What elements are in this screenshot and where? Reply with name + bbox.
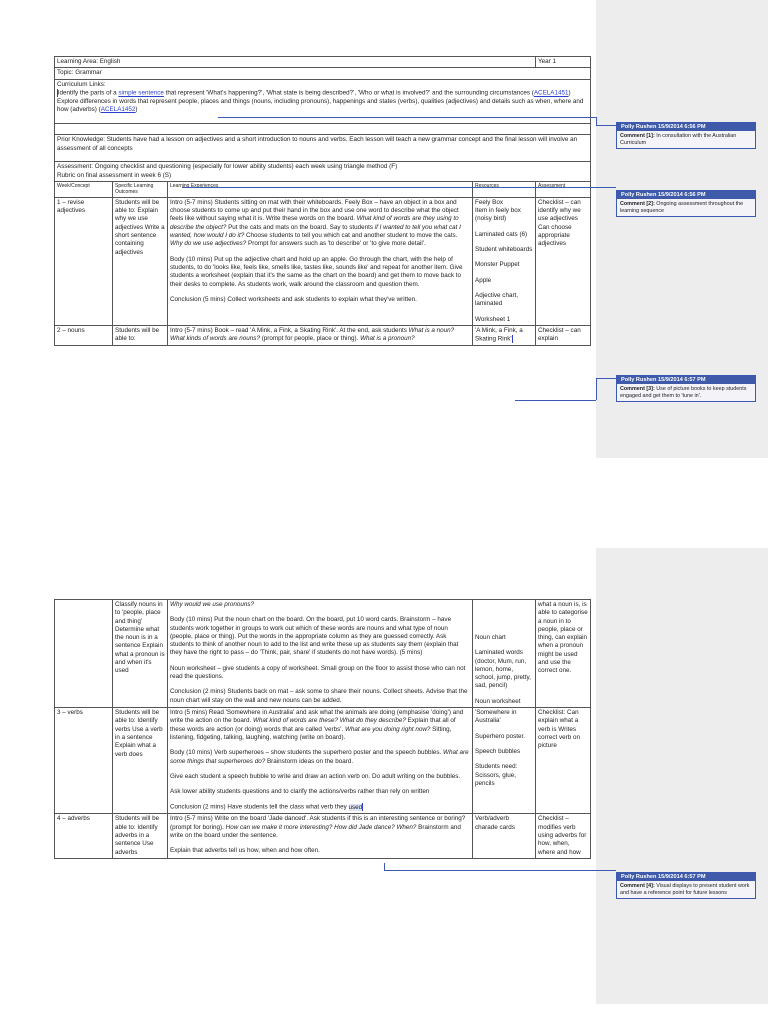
exp-text: Sitting, listening, fidgeting, talking, laughing, watching (write on board). [170, 725, 452, 741]
resource-item: Superhero poster. [475, 732, 526, 740]
comment-connector-4 [384, 870, 616, 871]
acela1451-link[interactable]: ACELA1451 [533, 89, 569, 97]
year-level: Year 1 [536, 57, 591, 68]
curriculum-links-label: Curriculum Links: [57, 80, 106, 88]
resource-item: Laminated cats (6) [475, 230, 528, 238]
learning-experiences [168, 814, 473, 858]
curriculum-text-1c: ) [568, 89, 571, 97]
exp-text: Intro (5-7 mins) Book – read 'A Mink, a Fink, a Skating Rink'. At the end, ask students [170, 326, 409, 334]
comment-connector-3 [596, 378, 616, 379]
resource-item: Monster Puppet [475, 261, 520, 269]
exp-text: Put the cats and mats on the board. Say to students [226, 223, 375, 231]
text-cursor [362, 803, 363, 811]
learning-experiences [168, 325, 473, 345]
exp-body: Explain that adverbs tell us how, when and how often. [170, 847, 320, 855]
table-row [55, 814, 591, 858]
exp-text: Body (10 mins) Verb superheroes – show students the superhero poster and the speech bubbles. [170, 749, 444, 757]
resource-item: Noun worksheet [475, 697, 521, 705]
comment-balloon-2[interactable] [616, 190, 756, 217]
assessment-overview [55, 162, 591, 182]
table-row [55, 197, 591, 325]
lesson-plan-table-1 [54, 56, 591, 346]
exp-support: Ask lower ability students questions and to clarify the actions/verbs rather than rely on written [170, 788, 430, 796]
lesson-plan-table-2 [54, 599, 591, 859]
col-header-outcomes: Specific Learning Outcomes [113, 182, 168, 198]
exp-question: What are some things that superheroes do? [170, 749, 469, 765]
comment-header: Polly Rushen 15/9/2014 6:56 PM [617, 123, 755, 131]
comment-gutter-page2 [596, 548, 768, 1004]
resource-item: Noun chart [475, 634, 506, 641]
resources [473, 600, 536, 708]
resource-item: Speech bubbles [475, 747, 521, 755]
exp-question: What are you doing right now? [344, 725, 431, 733]
assessment: Checklist – can identify why we use adjectives Can choose appropriate adjectives [536, 197, 591, 325]
exp-text: Brainstorm and write on the board under the sentence. [170, 823, 461, 840]
exp-conclusion: Conclusion (2 mins) Have students tell the class what verb they [170, 804, 349, 812]
exp-text: Intro (5-7 mins) Students sitting on mat with their whiteboards. Feely Box – have an object in a box and choose students to come up and put their hand in the box and use one word to describe what the object feels like without saying what it is. Write these words on the board. [170, 198, 459, 223]
curriculum-text-1a: Identify the parts of a [57, 89, 119, 97]
week-concept [55, 600, 113, 708]
blank-row [55, 124, 591, 135]
assessment: Checklist – modifies verb using adverbs for how, when, where and how [536, 814, 591, 858]
exp-question: What kind of words are these? What do they describe? [252, 717, 406, 725]
resources [473, 325, 536, 345]
acela1452-link[interactable]: ACELA1452 [100, 106, 136, 114]
resource-item: 'A Mink, a Fink, a Skating Rink' [475, 326, 523, 343]
resource-item: Item in feely box (noisy bird) [475, 207, 521, 223]
week-concept: 1 – revise adjectives [55, 197, 113, 325]
exp-body: Body (10 mins) Put up the adjective chart and hold up an apple. Go through the chart, with the help of students, to do 'looks like, feels like, smells like, tastes like, sounds like' and repeat for another item. Give students a worksheet (explain that it's the same as the chart on the board) and get them to move back to their desks to complete. As students work, walk around the classroom and question them. [170, 255, 463, 288]
exp-question: if I wanted to tell you what cat I wanted, how would I do it? [170, 223, 461, 240]
comment-header: Polly Rushen 15/9/2014 6:56 PM [617, 191, 755, 199]
resource-item: Feely Box [475, 198, 503, 206]
week-concept: 4 – adverbs [55, 814, 113, 858]
comment-balloon-4[interactable] [616, 872, 756, 899]
comment-connector-1v [596, 117, 597, 125]
comment-body [617, 131, 755, 148]
document-page-1 [0, 0, 596, 458]
table-row [55, 325, 591, 345]
table-row [55, 600, 591, 708]
assessment: Checklist: Can explain what a verb is Writes correct verb on picture [536, 708, 591, 814]
comment-connector-2 [182, 187, 616, 188]
resources [473, 197, 536, 325]
curriculum-text-2b: ) [135, 106, 138, 114]
exp-text: Explain that all of these words are action (or doing) words that are called 'verbs'. [170, 717, 456, 733]
exp-text: Intro (5-7 mins) Write on the board 'Jade danced'. Ask students if this is an interesting sentence or boring? (prompt for boring). [170, 815, 466, 831]
exp-conclusion: Conclusion (2 mins) Students back on mat – ask some to share their nouns. Collect sheets. Advise that the noun chart will stay on the wall and new nouns can be added. [170, 688, 468, 704]
resource-item: Laminated words (doctor, Mum, run, lemon, home, school, jump, pretty, sad, pencil) [475, 649, 531, 690]
assessment: what a noun is, is able to categorise a noun in to people, place or thing, can explain when a pronoun might be used and use the correct one. [536, 600, 591, 708]
curriculum-text-1b: that represent 'What's happening?', 'What state is being described?', 'Who or what is involved?' and the surrounding circumstances ( [163, 89, 534, 97]
comment-header: Polly Rushen 15/9/2014 6:57 PM [617, 873, 755, 881]
exp-question: What is a noun? What kinds of words are nouns? [170, 326, 455, 343]
resources: Verb/adverb charade cards [473, 814, 536, 858]
resource-item: Apple [475, 276, 492, 284]
exp-text: Prompt for answers such as 'to describe' or 'to give more detail'. [246, 240, 426, 248]
learning-area: Learning Area: English [55, 57, 536, 68]
prior-knowledge: Prior Knowledge: Students have had a lesson on adjectives and a short introduction to nouns and verbs. Each lesson will teach a new grammar concept and the final lesson will involve an assessment of all concepts [55, 135, 591, 162]
learning-outcomes: Students will be able to: [113, 325, 168, 345]
col-header-week: Week/Concept [55, 182, 113, 198]
comment-text: Ongoing assessment throughout the learning sequence [620, 201, 744, 214]
learning-experiences [168, 708, 473, 814]
comment-label: Comment [4]: [620, 883, 655, 889]
comment-label: Comment [2]: [620, 201, 655, 207]
comment-text: Visual displays to present student work and have a reference point for future lessons [620, 883, 750, 896]
assessment-line-1: Assessment: Ongoing checklist and questioning (especially for lower ability students) each week using triangle method (F) [57, 163, 398, 171]
resource-item: Worksheet 1 [475, 315, 511, 323]
learning-outcomes: Students will be able to: Identify verbs Use a verb in a sentence Explain what a verb does [113, 708, 168, 814]
comment-connector-1 [218, 117, 596, 118]
exp-question: Why would we use pronouns? [170, 601, 255, 608]
exp-question: What is a pronoun? [360, 335, 415, 343]
exp-text: Brainstorm ideas on the board. [265, 757, 354, 765]
resource-item: 'Somewhere in Australia' [475, 709, 517, 725]
exp-conclusion: Conclusion (5 mins) Collect worksheets and ask students to explain what they've written. [170, 295, 417, 303]
document-page-2 [0, 548, 596, 1004]
learning-experiences [168, 197, 473, 325]
comment-connector-3v [596, 378, 597, 400]
comment-balloon-1[interactable] [616, 122, 756, 149]
learning-outcomes: Students will be able to: Explain why we use adjectives Write a short sentence containing adjectives [113, 197, 168, 325]
col-header-assessment: Assessment [536, 182, 591, 198]
comment-text: Use of picture books to keep students engaged and get them to 'tune in'. [620, 386, 747, 399]
commented-text[interactable]: used [348, 804, 363, 812]
exp-text: Choose students to tell you which cat and another student to move the cats. [244, 232, 458, 240]
learning-experiences [168, 600, 473, 708]
exp-question: What kind of words are they using to describe the object? [170, 215, 459, 231]
exp-worksheet: Noun worksheet – give students a copy of worksheet. Small group on the floor to assist those who can not read the questions. [170, 664, 466, 681]
table-row [55, 708, 591, 814]
comment-connector-4v [384, 863, 385, 870]
text-cursor [512, 335, 513, 343]
learning-outcomes: Students will be able to: Identify adverbs in a sentence Use adverbs [113, 814, 168, 858]
comment-label: Comment [1]: [620, 133, 655, 139]
learning-outcomes: Classify nouns in to 'people, place and thing' Determine what the noun is in a sentence Explain what a pronoun is and when it's used [113, 600, 168, 708]
topic: Topic: Grammar [55, 68, 591, 79]
exp-text: (prompt for people, place or thing). [259, 335, 361, 343]
col-header-resources: Resources [473, 182, 536, 198]
comment-body [617, 881, 755, 898]
week-concept: 3 – verbs [55, 708, 113, 814]
assessment-line-2: Rubric on final assessment in week 6 (S) [57, 171, 172, 179]
curriculum-text-2: Explore differences in words that represent people, places and things (nouns, including pronouns), happenings and states (verbs), qualities (adjectives) and details such as when, where and how (adverbs) ( [57, 97, 584, 114]
comment-connector-1b [596, 125, 616, 126]
resource-item: Student whiteboards [475, 246, 533, 254]
comment-header: Polly Rushen 15/9/2014 6:57 PM [617, 376, 755, 384]
resources [473, 708, 536, 814]
comment-balloon-3[interactable] [616, 375, 756, 402]
resource-item: Students need: Scissors, glue, pencils [475, 763, 518, 787]
simple-sentence-link[interactable]: simple sentence [118, 89, 164, 97]
exp-activity: Give each student a speech bubble to write and draw an action verb on. Do adult writing on the bubbles. [170, 772, 461, 780]
exp-question: How can we make it more interesting? How did Jade dance? When? [225, 823, 417, 831]
resource-item: Adjective chart, laminated [475, 291, 519, 308]
comment-body [617, 199, 755, 216]
comment-body [617, 384, 755, 401]
comment-label: Comment [3]: [620, 386, 655, 392]
exp-text: Intro (5 mins) Read 'Somewhere in Australia' and ask what the animals are doing (emphasise 'doing') and write the action on the board. [170, 709, 464, 725]
col-header-experiences: Learning Experiences [168, 182, 473, 198]
exp-question: Why do we use adjectives? [170, 240, 247, 248]
comment-connector-3b [515, 400, 596, 401]
assessment: Checklist – can explain [536, 325, 591, 345]
comment-text: In consultation with the Australian Curriculum [620, 133, 737, 146]
exp-body: Body (10 mins) Put the noun chart on the board. On the board, put 10 word cards. Brainstorm – have students work together in groups to work out which of these words are nouns and what type of noun (people, place or thing). Put the words in the appropriate column as they are guessed correctly. Ask students to think of another noun to add to the list and write these up as students say them (explain that they have the right to pass – do 'Think, pair, share' if students do not have words). (5 mins) [170, 616, 459, 657]
week-concept: 2 – nouns [55, 325, 113, 345]
